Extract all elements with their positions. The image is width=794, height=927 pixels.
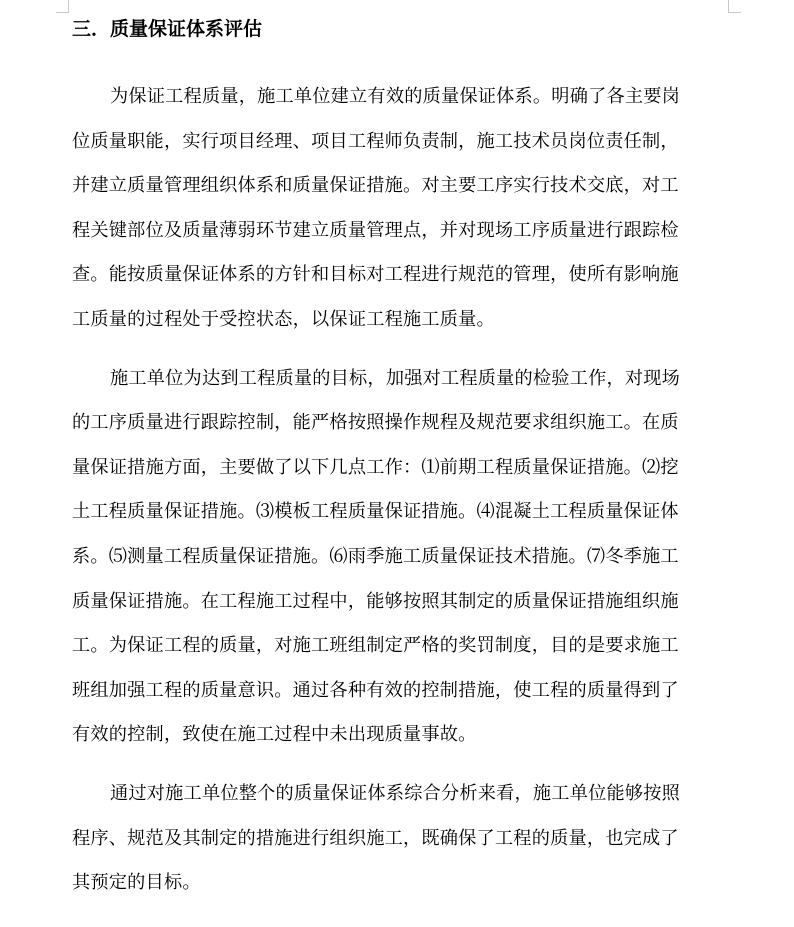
paragraph-line: 程序、规范及其制定的措施进行组织施工，既确保了工程的质量，也完成了 — [72, 827, 679, 849]
paragraph-line: 查。能按质量保证体系的方针和目标对工程进行规范的管理，使所有影响施 — [72, 264, 679, 286]
paragraph-line: 并建立质量管理组织体系和质量保证措施。对主要工序实行技术交底，对工 — [72, 175, 679, 197]
paragraph-line: 施工单位为达到工程质量的目标，加强对工程质量的检验工作，对现场 — [110, 367, 681, 389]
paragraph-line: 系。⑸测量工程质量保证措施。⑹雨季施工质量保证技术措施。⑺冬季施工 — [72, 545, 679, 567]
paragraph-3 — [72, 779, 732, 913]
paragraph-line: 有效的控制，致使在施工过程中未出现质量事故。 — [72, 724, 477, 746]
paragraph-line: 土工程质量保证措施。⑶模板工程质量保证措施。⑷混凝土工程质量保证体 — [72, 501, 679, 523]
section-body — [72, 82, 732, 927]
paragraph-line: 其预定的目标。 — [72, 872, 201, 894]
paragraph-line: 质量保证措施。在工程施工过程中，能够按照其制定的质量保证措施组织施 — [72, 590, 679, 612]
paragraph-line: 通过对施工单位整个的质量保证体系综合分析来看，施工单位能够按照 — [110, 782, 681, 804]
paragraph-line: 程关键部位及质量薄弱环节建立质量管理点，并对现场工序质量进行跟踪检 — [72, 219, 679, 241]
paragraph-line: 班组加强工程的质量意识。通过各种有效的控制措施，使工程的质量得到了 — [72, 679, 679, 701]
paragraph-line: 位质量职能，实行项目经理、项目工程师负责制，施工技术员岗位责任制， — [72, 130, 679, 152]
page-corner-mark-right — [728, 0, 741, 13]
section-heading: 三．质量保证体系评估 — [72, 18, 263, 40]
paragraph-line: 工质量的过程处于受控状态，以保证工程施工质量。 — [72, 308, 495, 330]
paragraph-line: 工。为保证工程的质量，对施工班组制定严格的奖罚制度，目的是要求施工 — [72, 635, 679, 657]
page-corner-mark-left — [56, 0, 69, 13]
paragraph-2 — [72, 364, 732, 765]
paragraph-line: 量保证措施方面，主要做了以下几点工作：⑴前期工程质量保证措施。⑵挖 — [72, 456, 679, 478]
paragraph-line: 为保证工程质量，施工单位建立有效的质量保证体系。明确了各主要岗 — [110, 86, 681, 107]
paragraph-line: 的工序质量进行跟踪控制，能严格按照操作规程及规范要求组织施工。在质 — [72, 412, 679, 434]
paragraph-1 — [72, 82, 732, 350]
